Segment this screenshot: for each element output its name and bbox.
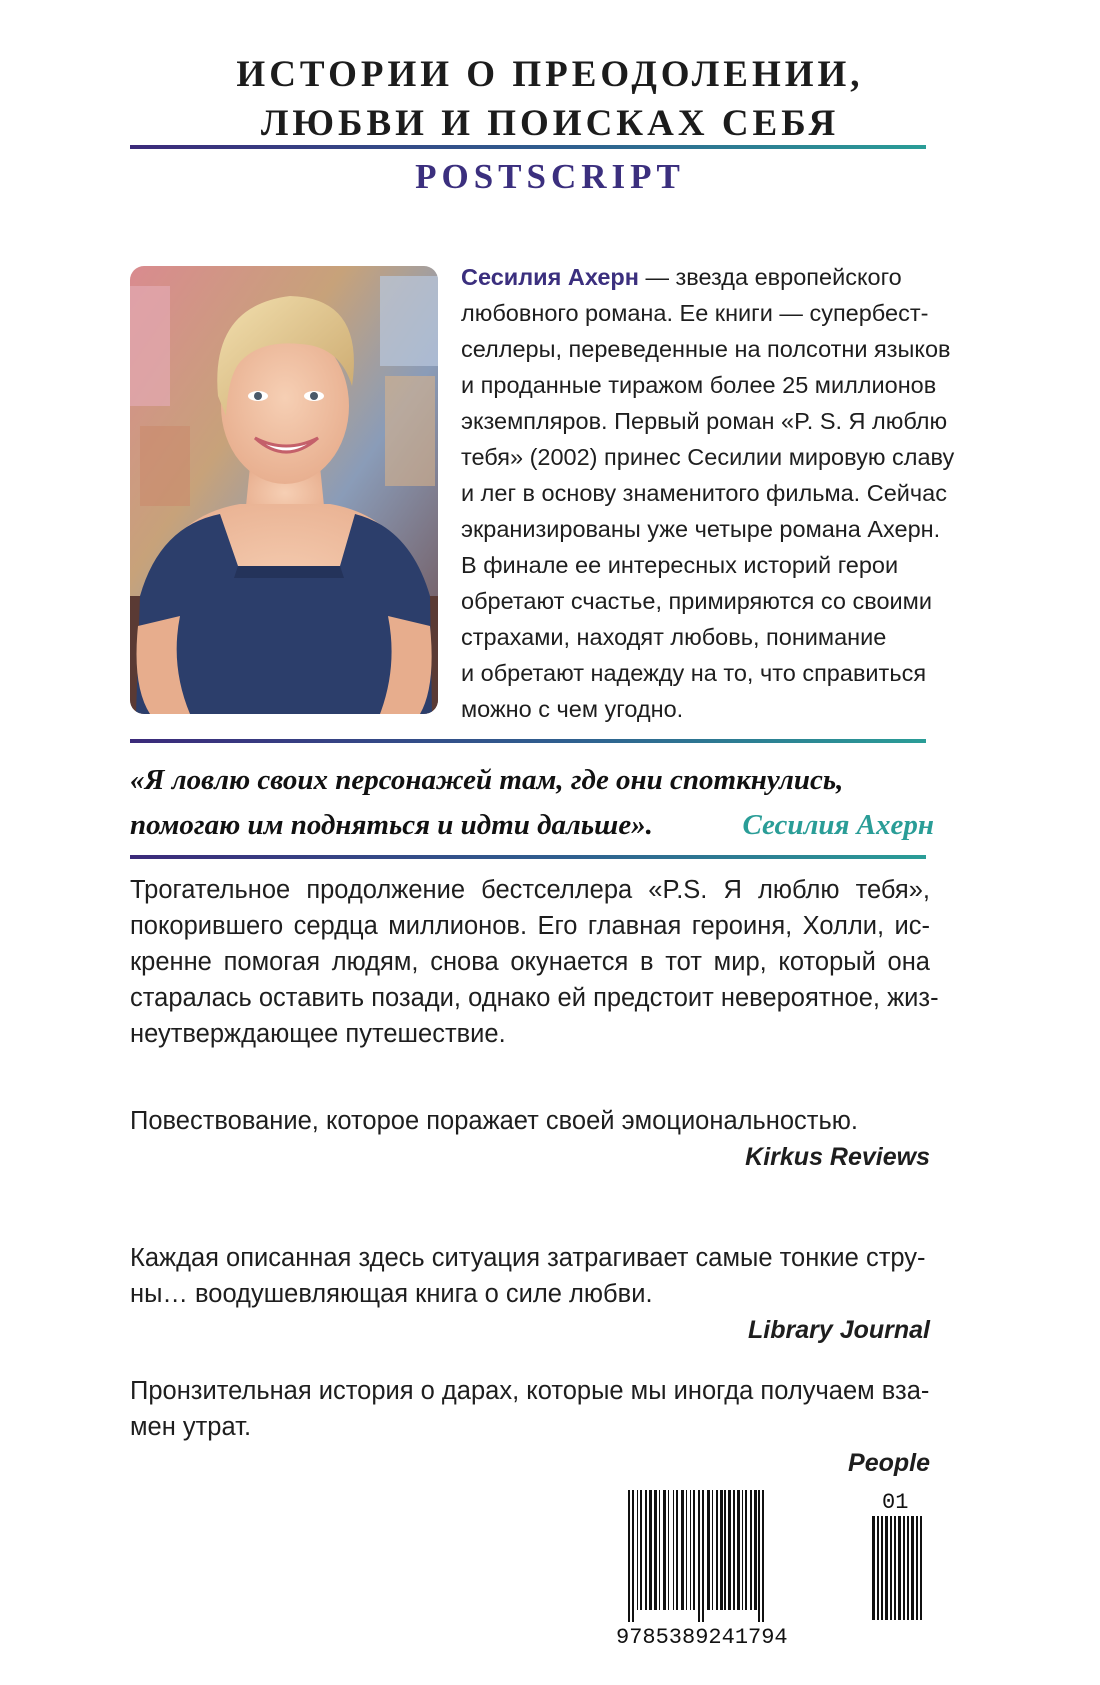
quote-signature: Сесилия Ахерн: [742, 809, 934, 841]
barcode-bar: [724, 1490, 726, 1610]
author-quote: [130, 758, 934, 848]
bio-line: можно с чем угодно.: [461, 696, 684, 722]
bio-line: и проданные тиражом более 25 миллионов: [461, 372, 937, 398]
barcode-bar: [907, 1516, 909, 1620]
barcode-bar: [712, 1490, 713, 1610]
divider-quote-top: [130, 739, 926, 743]
barcode-bar: [676, 1490, 678, 1610]
review-source: Kirkus Reviews: [745, 1143, 930, 1171]
review-text-line: Пронзительная история о дарах, которые мы иногда получаем вза-: [130, 1377, 930, 1405]
bio-line: и обретают надежду на то, что справиться: [461, 660, 927, 686]
quote-line-1: «Я ловлю своих персонажей там, где они споткнулись,: [130, 764, 844, 796]
barcode-bar: [707, 1490, 710, 1610]
barcode-bar: [916, 1516, 918, 1620]
series-title: [0, 50, 1100, 148]
review-people: [130, 1373, 930, 1481]
series-title-line-1: ИСТОРИИ О ПРЕОДОЛЕНИИ,: [236, 54, 864, 95]
bio-line: страхами, находят любовь, понимание: [461, 624, 887, 650]
description-line: кренне помогая людям, снова окунается в тот мир, который она: [130, 948, 930, 976]
barcode-bar: [890, 1516, 892, 1620]
barcode-bar: [673, 1490, 674, 1610]
review-text-line: мен утрат.: [130, 1413, 252, 1441]
quote-line-2: помогаю им подняться и идти дальше».: [130, 809, 653, 841]
barcode-bar: [885, 1516, 888, 1620]
series-title-line-2: ЛЮБВИ И ПОИСКАХ СЕБЯ: [260, 103, 840, 144]
review-text-line: Каждая описанная здесь ситуация затрагивает самые тонкие стру-: [130, 1244, 926, 1272]
barcode-bar: [762, 1490, 764, 1622]
barcode-bar: [758, 1490, 760, 1622]
barcode-bar: [663, 1490, 666, 1610]
barcode-bar: [668, 1490, 669, 1610]
barcode-bar: [877, 1516, 879, 1620]
review-library-journal: [130, 1240, 930, 1348]
description-line: старалась оставить позади, однако ей предстоит невероятное, жиз-: [130, 984, 939, 1012]
barcode-bar: [754, 1490, 757, 1610]
barcode-bar: [645, 1490, 647, 1610]
description-line: неутверждающее путешествие.: [130, 1020, 506, 1048]
barcode-bar: [733, 1490, 735, 1610]
barcode-bar: [698, 1490, 700, 1622]
barcode-bar: [720, 1490, 723, 1610]
divider-quote-bottom: [130, 855, 926, 859]
bio-line: селлеры, переведенные на полсотни языков: [461, 336, 951, 362]
barcode-bar: [681, 1490, 684, 1610]
review-source: People: [848, 1449, 930, 1477]
barcode-bar: [894, 1516, 896, 1620]
barcode-bar: [903, 1516, 905, 1620]
barcode-bar: [686, 1490, 687, 1610]
book-title: POSTSCRIPT: [415, 157, 685, 196]
divider-top: [130, 145, 926, 149]
bio-line: В финале ее интересных историй герои: [461, 552, 899, 578]
barcode-bar: [911, 1516, 914, 1620]
author-bio: [461, 259, 955, 727]
barcode-bar: [737, 1490, 740, 1610]
review-source: Library Journal: [748, 1316, 930, 1344]
description-line: покорившего сердца миллионов. Его главная героиня, Холли, ис-: [130, 912, 930, 940]
barcode-bar: [742, 1490, 743, 1610]
barcode-bar: [690, 1490, 691, 1610]
isbn-barcode: [610, 1488, 930, 1648]
bio-line: и лег в основу знаменитого фильма. Сейчас: [461, 480, 947, 506]
barcode-bar: [728, 1490, 731, 1610]
author-photo: [130, 266, 438, 714]
review-text-line: Повествование, которое поражает своей эмоциональностью.: [130, 1107, 858, 1135]
barcode-bar: [693, 1490, 695, 1610]
bio-line: тебя» (2002) принес Сесилии мировую славу: [461, 444, 955, 470]
barcode-bar: [654, 1490, 657, 1610]
barcode-bar: [702, 1490, 704, 1622]
barcode-bar: [632, 1490, 634, 1622]
barcode-bar: [659, 1490, 660, 1610]
barcode-bar: [637, 1490, 638, 1610]
bio-line: обретают счастье, примиряются со своими: [461, 588, 932, 614]
author-name: Сесилия Ахерн: [461, 264, 639, 290]
barcode-bar: [745, 1490, 747, 1610]
bio-first-line-rest: — звезда европейского: [638, 264, 902, 290]
barcode-bar: [649, 1490, 652, 1610]
barcode-bar: [716, 1490, 718, 1610]
bio-line: любовного романа. Ее книги — супербест-: [461, 300, 929, 326]
barcode-digits: 9785389241794: [616, 1625, 788, 1648]
bio-line-first: [461, 259, 941, 295]
barcode-bar: [640, 1490, 642, 1610]
bio-line: экземпляров. Первый роман «P. S. Я люблю: [461, 408, 948, 434]
barcode-bar: [628, 1490, 630, 1622]
barcode-bar: [898, 1516, 901, 1620]
description-line: Трогательное продолжение бестселлера «P.S. Я люблю тебя»,: [130, 876, 930, 904]
barcode-bar: [872, 1516, 875, 1620]
barcode-bar: [750, 1490, 752, 1610]
barcode-bar: [881, 1516, 883, 1620]
review-kirkus: [130, 1103, 930, 1175]
review-text-line: ны… воодушевляющая книга о силе любви.: [130, 1280, 653, 1308]
bio-line: экранизированы уже четыре романа Ахерн.: [461, 516, 941, 542]
barcode-addon: 01: [882, 1490, 909, 1515]
book-description: [130, 872, 939, 1052]
barcode-graphic: [610, 1488, 930, 1648]
barcode-bar: [920, 1516, 922, 1620]
